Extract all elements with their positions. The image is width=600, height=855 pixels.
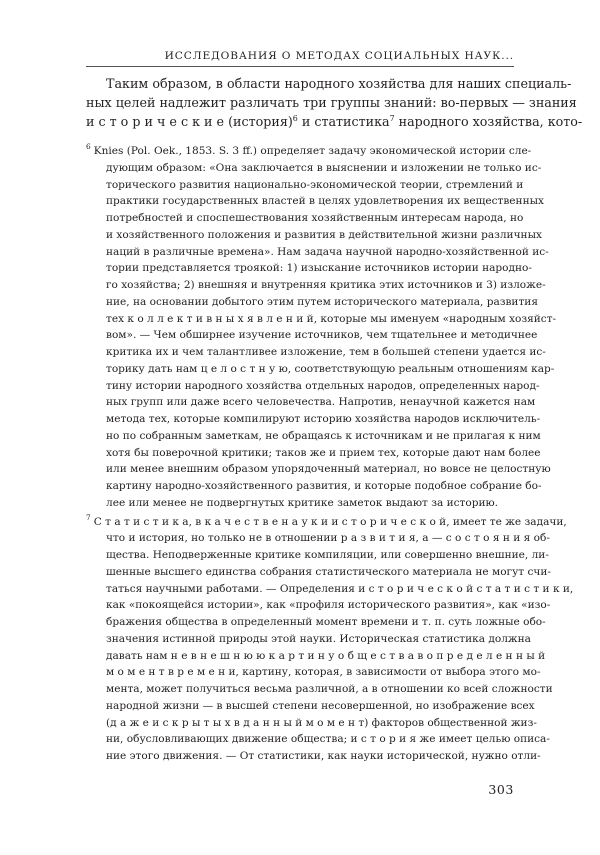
footnote-number: 6	[86, 142, 91, 152]
footnote-line: таться научными работами. — Определения и с т о р и ч е с к о й с т а т и с т и к и,	[106, 582, 574, 595]
footnote-line: что и история, но только не в отношении р а з в и т и я, а — с о с т о я н и я об-	[106, 532, 550, 545]
header-rule	[86, 66, 514, 67]
footnote-line: мента, может получиться весьма различной, а в отношении ко всей сложности	[106, 683, 553, 695]
footnote-line: потребностей и споспешествования хозяйственным интересам народа, но	[106, 212, 524, 224]
footnote-line: бражения общества в определенный момент времени и т. п. суть ложные обо-	[106, 616, 546, 628]
footnote-line: торического развития национально-экономической теории, стремлений и	[106, 178, 524, 191]
main-text-fragment: и с т о р и ч е с к и е (история)	[86, 114, 293, 129]
footnote-line: практики государственных властей в целях удовлетворения их вещественных	[106, 195, 544, 208]
footnote-line	[86, 512, 567, 531]
footnote-line: дующим образом: «Она заключается в выяснении и изложении не только ис-	[106, 161, 542, 174]
footnote-line: тину истории народного хозяйства отдельных народов, определенных народ-	[106, 379, 540, 392]
footnote-line: щества. Неподверженные критике компиляции, или совершенно внешние, ли-	[106, 549, 549, 561]
main-text-line: Таким образом, в области народного хозяйства для наших специаль-	[106, 76, 572, 91]
footnote-line: м о м е н т в р е м е н и, картину, которая, в зависимости от выбора этого мо-	[106, 666, 541, 679]
footnote-line: значения истинной природы этой науки. Историческая статистика должна	[106, 632, 531, 645]
footnote-text: С т а т и с т и к а, в к а ч е с т в е н а у к и и с т о р и ч е с к о й, имеет те же задачи,	[93, 515, 567, 528]
footnote-line: торику дать нам ц е л о с т н у ю, соответствующую реальным отношениям кар-	[106, 362, 555, 375]
main-text-fragment: и статистика	[297, 114, 390, 129]
running-header: ИССЛЕДОВАНИЯ О МЕТОДАХ СОЦИАЛЬНЫХ НАУК...	[164, 50, 514, 62]
footnote-line: давать нам н е в н е ш н ю ю к а р т и н у о б щ е с т в а в о п р е д е л е н н ы й	[106, 649, 546, 662]
footnote-line: ни, обусловливающих движение общества; и с т о р и я же имеет целью описа-	[106, 733, 550, 746]
main-text	[86, 74, 583, 131]
footnote-ref: 7	[389, 113, 395, 123]
main-text-line: ных целей надлежит различать три группы знаний: во-первых — знания	[86, 95, 577, 110]
footnote-line: и хозяйственного положения и развития в действительной жизни различных	[106, 228, 542, 241]
footnotes	[86, 142, 574, 765]
footnote-line: (д а ж е и с к р ы т ы х в д а н н ы й м о м е н т) факторов общественной жиз-	[106, 716, 537, 729]
footnote-line: лее или менее не подвергнутых критике заметок выдают за историю.	[106, 496, 499, 509]
footnote-number: 7	[86, 512, 91, 522]
main-text-fragment: народного хозяйства, кото-	[394, 114, 583, 129]
footnote-line: ных групп или даже всего человечества. Напротив, ненаучной кажется нам	[106, 396, 536, 409]
footnote-line: хотя бы поверочной критики; таков же и прием тех, которые дают нам более	[106, 446, 541, 459]
footnote-line: го хозяйства; 2) внешняя и внутренняя критика этих источников и 3) изложе-	[106, 279, 546, 291]
footnote-line: как «покоящейся истории», как «профиля исторического развития», как «изо-	[106, 599, 551, 612]
footnote-text: Knies (Pol. Oek., 1853. S. 3 ff.) определяет задачу экономической истории сле-	[93, 145, 532, 157]
footnote-line: наций в различные времена». Нам задача научной народно-хозяйственной ис-	[106, 245, 549, 258]
footnote-line: тории представляется троякой: 1) изыскание источников истории народно-	[106, 262, 532, 275]
page-number: 303	[488, 782, 514, 797]
footnote-7	[86, 512, 574, 765]
footnote-line: вом». — Чем обширнее изучение источников, чем тщательнее и методичнее	[106, 329, 538, 342]
footnote-6	[86, 142, 557, 512]
footnote-ref: 6	[292, 113, 298, 123]
footnote-line: ние этого движения. — От статистики, как науки исторической, нужно отли-	[106, 750, 541, 762]
footnote-line	[86, 142, 532, 160]
footnote-line: шенные высшего единства собрания статистического материала не могут счи-	[106, 565, 551, 578]
footnote-line: ние, на основании добытого этим путем исторического материала, развития	[106, 295, 538, 308]
footnote-line: или менее внешним образом упорядоченный материал, но вовсе не целостную	[106, 463, 551, 476]
footnote-line: критика их и чем талантливее изложение, тем в большей степени удается ис-	[106, 346, 546, 358]
footnote-line: тех к о л л е к т и в н ы х я в л е н и й, которые мы именуем «народным хозяйст-	[106, 312, 557, 325]
footnote-line: метода тех, которые компилируют историю хозяйства народов исключитель-	[106, 413, 541, 425]
footnote-line: народной жизни — в высшей степени несовершенной, но изображение всех	[106, 699, 535, 712]
main-text-line	[86, 112, 583, 131]
footnote-line: но по собранным заметкам, не обращаясь к источникам и не прилагая к ним	[106, 429, 541, 442]
footnote-line: картину народно-хозяйственного развития, и которые подобное собрание бо-	[106, 480, 542, 492]
